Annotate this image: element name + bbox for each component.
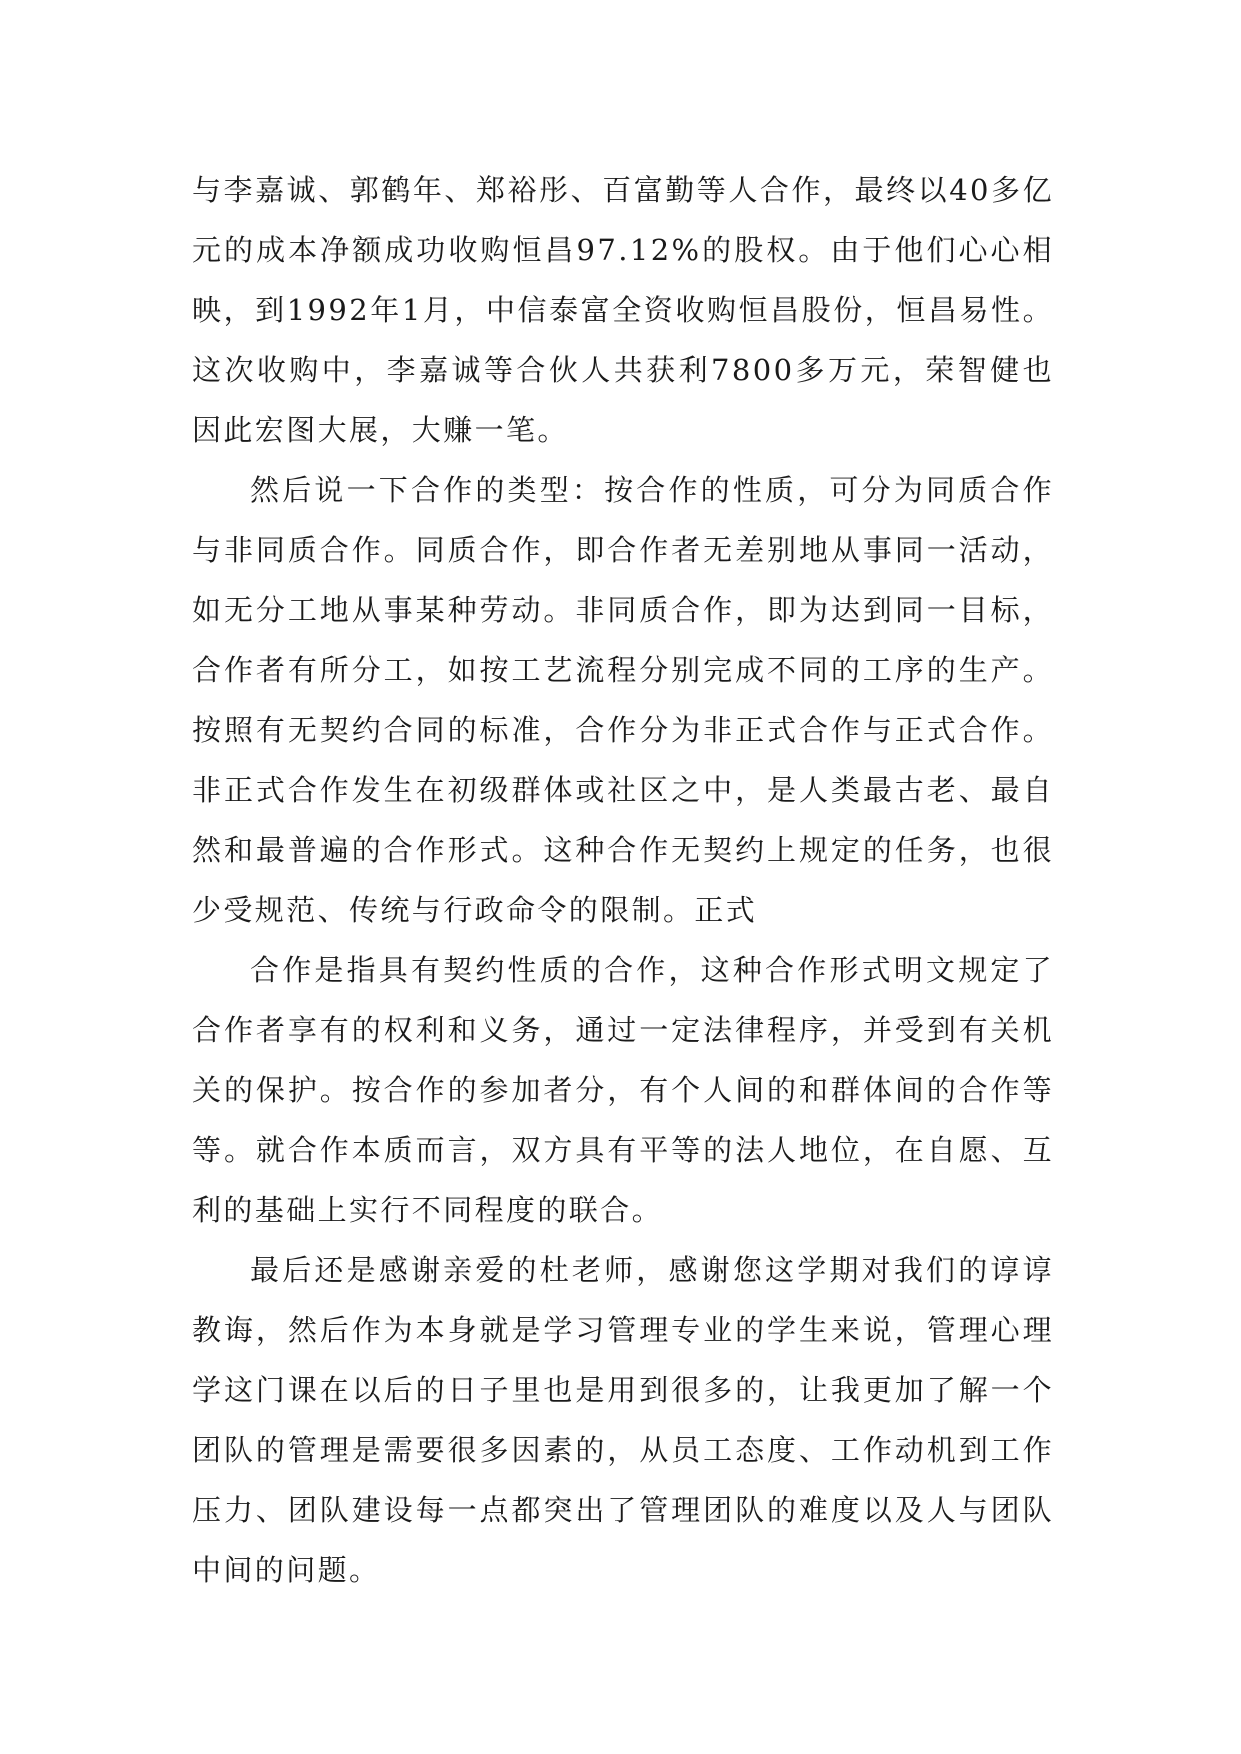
document-body xyxy=(192,160,1054,1600)
paragraph-continued: 与李嘉诚、郭鹤年、郑裕彤、百富勤等人合作，最终以40多亿元的成本净额成功收购恒昌97.12%的股权。由于他们心心相映，到1992年1月，中信泰富全资收购恒昌股份，恒昌易性。这次收购中，李嘉诚等合伙人共获利7800多万元，荣智健也因此宏图大展，大赚一笔。 xyxy=(192,173,1054,447)
paragraph-formal-cooperation: 合作是指具有契约性质的合作，这种合作形式明文规定了合作者享有的权利和义务，通过一定法律程序，并受到有关机关的保护。按合作的参加者分，有个人间的和群体间的合作等等。就合作本质而言，双方具有平等的法人地位，在自愿、互利的基础上实行不同程度的联合。 xyxy=(192,953,1054,1227)
paragraph-conclusion: 最后还是感谢亲爱的杜老师，感谢您这学期对我们的谆谆教诲，然后作为本身就是学习管理专业的学生来说，管理心理学这门课在以后的日子里也是用到很多的，让我更加了解一个团队的管理是需要很多因素的，从员工态度、工作动机到工作压力、团队建设每一点都突出了管理团队的难度以及人与团队中间的问题。 xyxy=(192,1253,1054,1587)
paragraph-cooperation-types: 然后说一下合作的类型：按合作的性质，可分为同质合作与非同质合作。同质合作，即合作者无差别地从事同一活动，如无分工地从事某种劳动。非同质合作，即为达到同一目标，合作者有所分工，如按工艺流程分别完成不同的工序的生产。按照有无契约合同的标准，合作分为非正式合作与正式合作。非正式合作发生在初级群体或社区之中，是人类最古老、最自然和最普遍的合作形式。这种合作无契约上规定的任务，也很少受规范、传统与行政命令的限制。正式 xyxy=(192,473,1054,927)
